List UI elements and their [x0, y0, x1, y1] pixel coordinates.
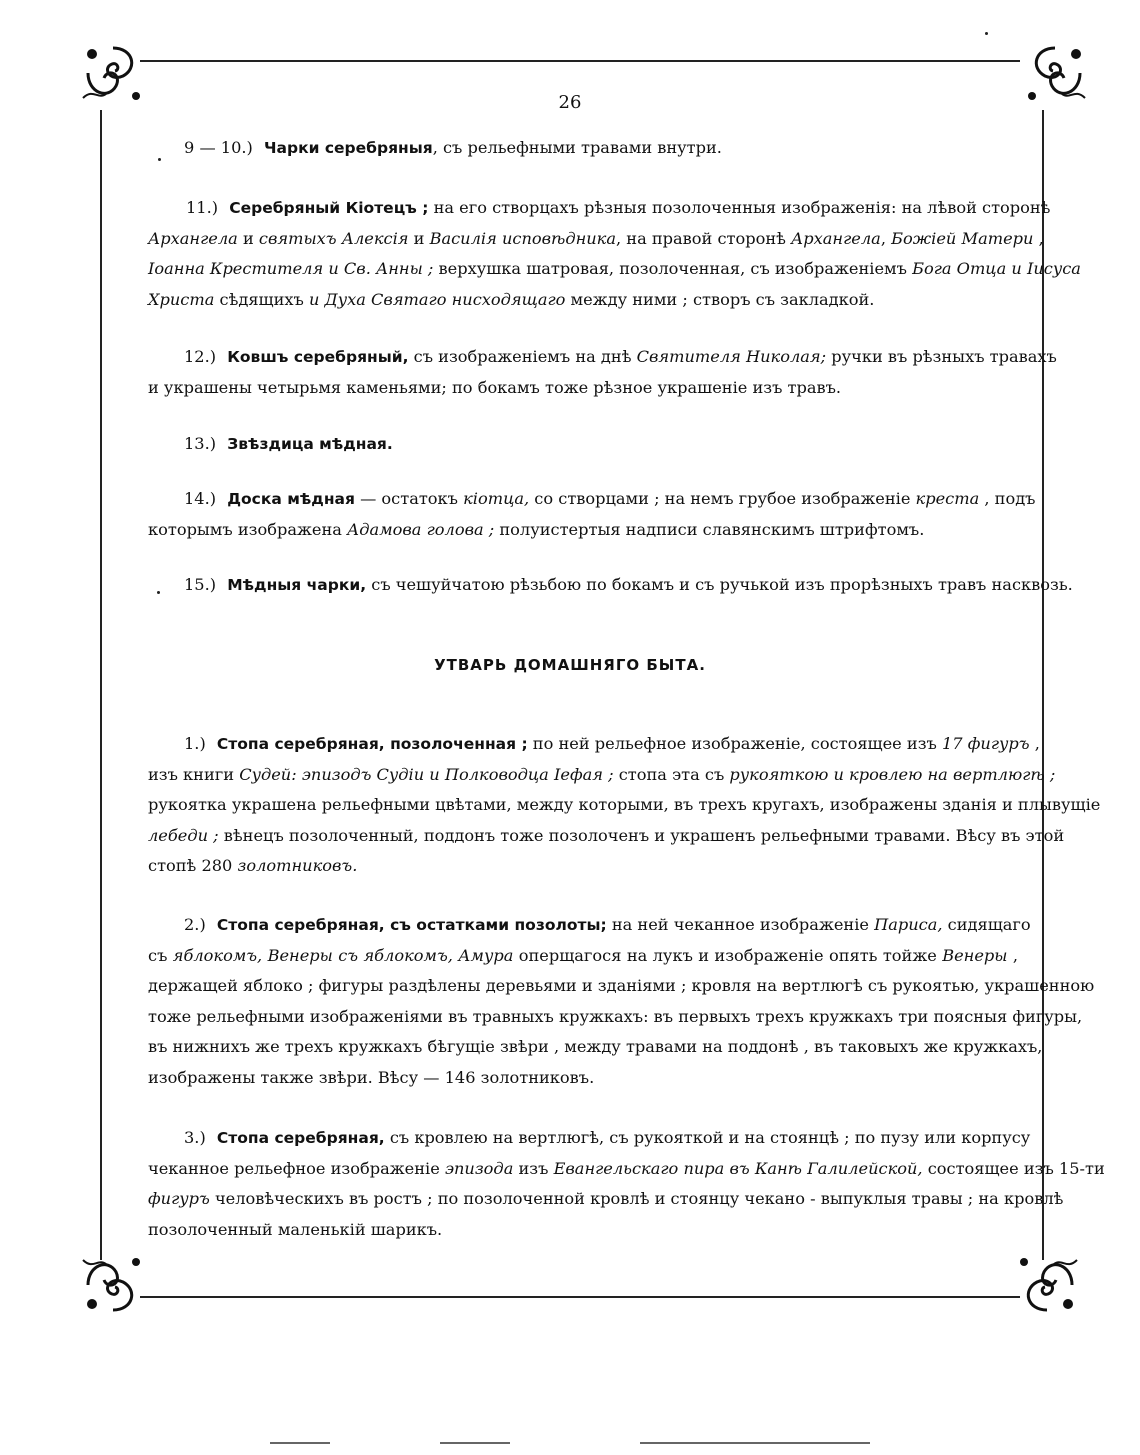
- body-text: изъ книги: [148, 764, 240, 784]
- body-text: — остатокъ: [354, 489, 464, 508]
- italic-text: рукояткою и кровлею на вертлюгѣ ;: [729, 764, 1056, 784]
- page-bottom-marks: [440, 1442, 510, 1444]
- body-text: ,: [880, 228, 892, 248]
- text-line: [148, 224, 1044, 255]
- text-line: [148, 910, 1031, 941]
- italic-text: Судей: эпизодъ Судіи и Полководца Іефая ;: [239, 764, 614, 784]
- frame-top-rule: [140, 60, 1020, 62]
- entry-12: [148, 342, 1057, 403]
- body-text: ,: [1033, 228, 1044, 248]
- body-text: стопѣ 280: [148, 856, 238, 875]
- text-line: [148, 1215, 1018, 1246]
- section-entry-1: [148, 729, 1101, 882]
- body-text: держащей яблоко ; фигуры раздѣлены деревьями и зданіями ; кровля на вертлюгѣ съ рукоятью, украшенною: [148, 976, 1095, 995]
- text-line: [148, 254, 1081, 285]
- entry-number: 2.): [184, 915, 211, 934]
- italic-text: Евангельскаго пира въ Канѣ Галилейской,: [553, 1158, 923, 1178]
- body-text: , съ рельефными травами внутри.: [432, 138, 722, 157]
- scan-speck: [158, 158, 161, 161]
- body-text: , на правой сторонѣ: [615, 228, 792, 248]
- corner-ornament-bottom-right: [1012, 1250, 1082, 1320]
- text-line: [148, 971, 1095, 1002]
- entry-number: 3.): [184, 1128, 211, 1147]
- entry-number: 15.): [184, 575, 222, 594]
- entry-title: Стопа серебряная, съ остатками позолоты;: [216, 916, 607, 934]
- italic-text: кіотца,: [463, 489, 530, 508]
- body-text: въ нижнихъ же трехъ кружкахъ бѣгущіе звѣри , между травами на поддонѣ , въ таковыхъ же кружкахъ,: [148, 1037, 1043, 1056]
- scan-speck: [157, 591, 160, 594]
- text-line: [148, 1063, 1018, 1094]
- entry-11: [148, 193, 1081, 315]
- corner-ornament-bottom-left: [78, 1250, 148, 1320]
- body-text: сѣдящихъ: [214, 289, 309, 309]
- text-line: [148, 133, 1018, 164]
- page-bottom-marks: [640, 1442, 870, 1444]
- body-text: съ кровлею на вертлюгѣ, съ рукояткой и на стоянцѣ ; по пузу или корпусу: [384, 1128, 1031, 1147]
- body-text: , подъ: [979, 489, 1036, 508]
- scan-speck: [985, 32, 988, 35]
- text-line: [148, 570, 1073, 601]
- body-text: на его створцахъ рѣзныя позолоченныя изображенія: на лѣвой сторонѣ: [428, 198, 1051, 217]
- body-text: позолоченный маленькій шарикъ.: [148, 1219, 443, 1239]
- text-line: [148, 193, 1051, 224]
- text-line: [148, 1123, 1031, 1154]
- body-text: полуистертыя надписи славянскимъ штрифтомъ.: [494, 519, 925, 539]
- italic-text: креста: [915, 489, 980, 508]
- page-bottom-marks: [270, 1442, 330, 1444]
- body-text: оперщагося на лукъ и изображеніе опять тойже: [513, 945, 943, 965]
- entry-number: 11.): [186, 198, 224, 217]
- body-text: на ней чеканное изображеніе: [606, 915, 875, 934]
- entry-15: [148, 570, 1073, 601]
- entry-9-10: [148, 133, 1018, 164]
- italic-text: золотниковъ.: [237, 856, 358, 875]
- body-text: состоящее изъ 15-ти: [922, 1158, 1105, 1178]
- italic-text: Іоанна Крестителя и Св. Анны ;: [148, 259, 434, 278]
- entry-number: 13.): [184, 434, 222, 453]
- text-line: [148, 285, 1018, 316]
- text-line: [148, 1032, 1043, 1063]
- body-text: человѣческихъ въ ростъ ; по позолоченной кровлѣ и стоянцу чекано - выпуклыя травы ; на кровлѣ: [209, 1189, 1064, 1208]
- body-text: со створцами ; на немъ грубое изображеніе: [529, 489, 916, 508]
- text-line: [148, 851, 1018, 882]
- entry-13: [148, 429, 1018, 460]
- frame-left-rule: [100, 110, 102, 1260]
- italic-text: Святителя Николая;: [636, 347, 827, 366]
- text-line: [148, 1154, 1105, 1185]
- entry-number: 14.): [184, 489, 222, 508]
- italic-text: эпизода: [444, 1158, 514, 1178]
- entry-title: Стопа серебряная, позолоченная ;: [216, 735, 528, 753]
- frame-right-rule: [1042, 110, 1044, 1260]
- entry-title: Доска мѣдная: [227, 490, 355, 508]
- body-text: по ней рельефное изображеніе, состоящее изъ: [527, 734, 942, 753]
- body-text: и украшены четырьмя каменьями; по бокамъ тоже рѣзное украшеніе изъ травъ.: [148, 377, 842, 397]
- body-text: которымъ изображена: [148, 519, 348, 539]
- italic-text: Архангела: [791, 228, 881, 248]
- entry-title: Серебряный Кіотецъ ;: [229, 199, 429, 217]
- body-text: между ними ; створъ съ закладкой.: [565, 289, 875, 309]
- text-line: [148, 484, 1036, 515]
- body-text: ручки въ рѣзныхъ травахъ: [826, 347, 1057, 366]
- entry-number: 9 — 10.): [184, 138, 258, 157]
- text-line: [148, 515, 1018, 546]
- body-text: стопа эта съ: [613, 764, 730, 784]
- italic-text: и Духа Святаго нисходящаго: [308, 289, 566, 309]
- entry-title: Мѣдныя чарки,: [227, 576, 367, 594]
- section-entry-3: [148, 1123, 1105, 1245]
- entry-title: Стопа серебряная,: [216, 1129, 385, 1147]
- body-text: вѣнецъ позолоченный, поддонъ тоже позолоченъ и украшенъ рельефными травами. Вѣсу въ этой: [218, 825, 1065, 845]
- body-text: рукоятка украшена рельефными цвѣтами, между которыми, въ трехъ кругахъ, изображены зданія и плывущіе: [148, 795, 1101, 814]
- text-line: [148, 729, 1040, 760]
- italic-text: лебеди ;: [148, 825, 219, 845]
- entry-title: Чарки серебряныя: [263, 139, 433, 157]
- body-text: сидящаго: [942, 915, 1031, 934]
- italic-text: 17 фигуръ: [941, 734, 1030, 753]
- italic-text: святыхъ Алексія: [258, 228, 409, 248]
- italic-text: фигуръ: [148, 1189, 210, 1208]
- italic-text: Божіей Матери: [891, 228, 1034, 248]
- text-line: [148, 342, 1057, 373]
- italic-text: яблокомъ, Венеры съ яблокомъ, Амура: [172, 945, 514, 965]
- body-text: изображены также звѣри. Вѣсу — 146 золотниковъ.: [148, 1067, 595, 1087]
- italic-text: Париса,: [874, 915, 943, 934]
- text-line: [148, 941, 1018, 972]
- italic-text: Василія исповѣдника: [429, 228, 616, 248]
- text-line: [148, 429, 1018, 460]
- body-text: тоже рельефными изображеніями въ травныхъ кружкахъ: въ первыхъ трехъ кружкахъ три поясныя фигуры,: [148, 1006, 1083, 1026]
- body-text: съ: [148, 945, 173, 965]
- entry-14: [148, 484, 1036, 545]
- entry-number: 1.): [184, 734, 211, 753]
- text-line: [148, 1002, 1083, 1033]
- italic-text: Архангела: [148, 228, 238, 248]
- page-number: 26: [558, 92, 582, 113]
- italic-text: Венеры: [942, 945, 1008, 965]
- body-text: съ изображеніемъ на днѣ: [408, 347, 637, 366]
- text-line: [148, 821, 1065, 852]
- text-line: [148, 373, 1018, 404]
- body-text: съ чешуйчатою рѣзьбою по бокамъ и съ ручькой изъ прорѣзныхъ травъ насквозь.: [366, 575, 1073, 594]
- text-line: [148, 790, 1101, 821]
- entry-number: 12.): [184, 347, 222, 366]
- body-text: и: [408, 228, 430, 248]
- italic-text: Бога Отца и Іисуса: [912, 259, 1081, 278]
- entry-title: Звѣздица мѣдная.: [227, 435, 393, 453]
- entry-title: Ковшъ серебряный,: [227, 348, 409, 366]
- body-text: чеканное рельефное изображеніе: [148, 1158, 445, 1178]
- italic-text: Христа: [148, 289, 215, 309]
- body-text: изъ: [513, 1158, 554, 1178]
- section-heading: УТВАРЬ ДОМАШНЯГО БЫТА.: [434, 656, 706, 674]
- body-text: и: [237, 228, 259, 248]
- text-line: [148, 1184, 1064, 1215]
- italic-text: Адамова голова ;: [347, 519, 495, 539]
- text-line: [148, 760, 1056, 791]
- body-text: верхушка шатровая, позолоченная, съ изображеніемъ: [433, 259, 913, 278]
- body-text: ,: [1007, 945, 1019, 965]
- section-entry-2: [148, 910, 1095, 1093]
- body-text: ,: [1029, 734, 1040, 753]
- frame-bottom-rule: [140, 1296, 1020, 1298]
